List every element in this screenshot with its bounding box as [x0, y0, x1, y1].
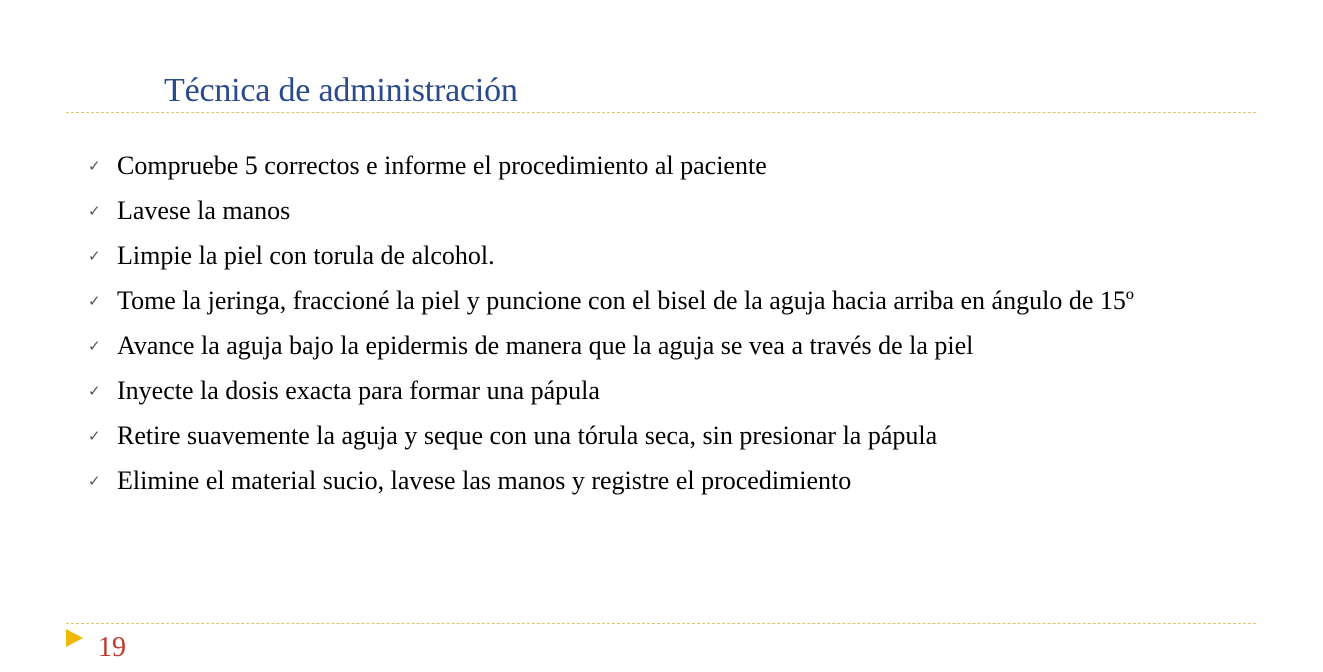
- list-item: [88, 148, 1148, 184]
- list-item: [88, 283, 1148, 319]
- checkmark-icon: ✓: [88, 472, 101, 490]
- title-divider: [66, 112, 1256, 113]
- checkmark-icon: ✓: [88, 157, 101, 175]
- footer-divider: [66, 623, 1256, 624]
- triangle-bullet-icon: [66, 629, 83, 647]
- checkmark-icon: ✓: [88, 202, 101, 220]
- step-text: Tome la jeringa, fraccioné la piel y puncione con el bisel de la aguja hacia arriba en ángulo de 15º: [117, 286, 1134, 315]
- checkmark-icon: ✓: [88, 382, 101, 400]
- step-text: Elimine el material sucio, lavese las manos y registre el procedimiento: [117, 466, 852, 495]
- step-text: Compruebe 5 correctos e informe el procedimiento al paciente: [117, 151, 767, 180]
- list-item: [88, 463, 1148, 499]
- step-text: Lavese la manos: [117, 196, 291, 225]
- list-item: [88, 238, 1148, 274]
- step-text: Avance la aguja bajo la epidermis de manera que la aguja se vea a través de la piel: [117, 331, 974, 360]
- list-item: [88, 328, 1148, 364]
- list-item: [88, 373, 1148, 409]
- list-item: [88, 418, 1148, 454]
- page-number: 19: [98, 632, 126, 663]
- slide-title: Técnica de administración: [164, 72, 518, 109]
- checkmark-icon: ✓: [88, 427, 101, 445]
- step-text: Retire suavemente la aguja y seque con una tórula seca, sin presionar la pápula: [117, 421, 938, 450]
- checkmark-icon: ✓: [88, 292, 101, 310]
- step-text: Inyecte la dosis exacta para formar una pápula: [117, 376, 600, 405]
- checkmark-icon: ✓: [88, 247, 101, 265]
- checkmark-icon: ✓: [88, 337, 101, 355]
- list-item: [88, 193, 1148, 229]
- step-text: Limpie la piel con torula de alcohol.: [117, 241, 495, 270]
- steps-list: [88, 148, 1148, 508]
